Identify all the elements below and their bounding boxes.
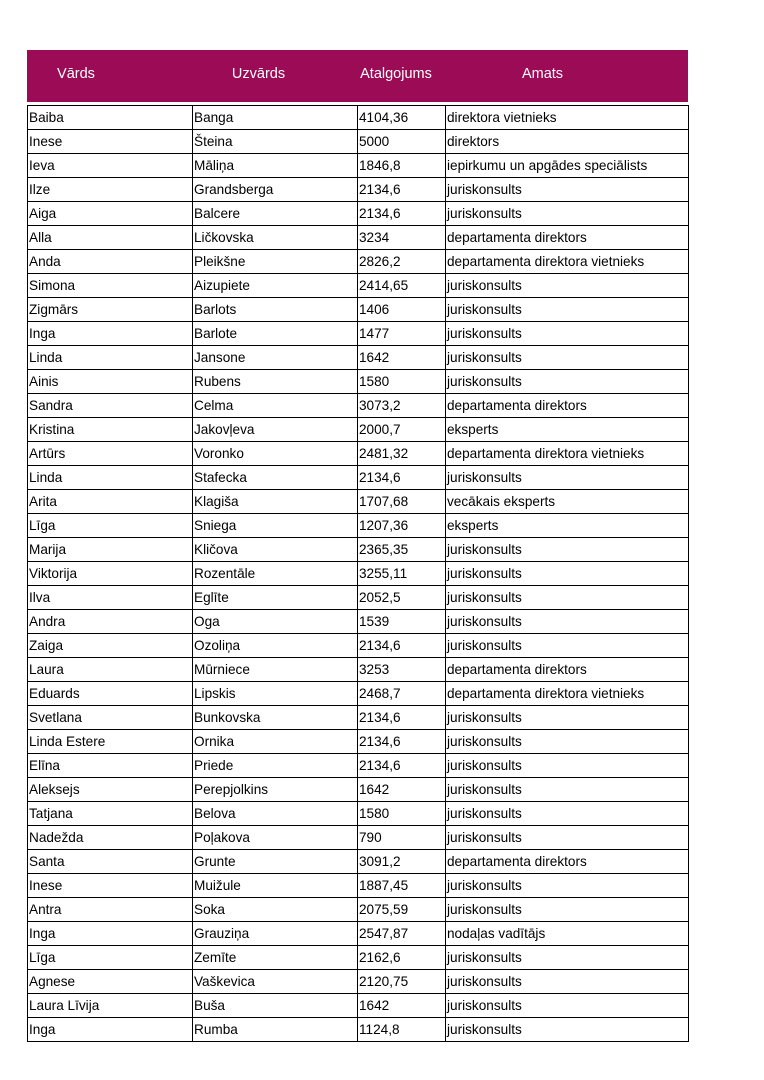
cell-position: juriskonsults bbox=[446, 730, 689, 754]
cell-first-name: Ilva bbox=[28, 586, 193, 610]
table-row bbox=[28, 682, 689, 706]
cell-salary: 3073,2 bbox=[358, 394, 446, 418]
cell-last-name: Jansone bbox=[193, 346, 358, 370]
table-row bbox=[28, 586, 689, 610]
column-header-position: Amats bbox=[521, 66, 564, 82]
cell-last-name: Perepjolkins bbox=[193, 778, 358, 802]
column-header-salary: Atalgojums bbox=[360, 66, 432, 82]
cell-position: departamenta direktors bbox=[446, 394, 689, 418]
table-row bbox=[28, 850, 689, 874]
cell-last-name: Belova bbox=[193, 802, 358, 826]
cell-salary: 2075,59 bbox=[358, 898, 446, 922]
cell-salary: 2134,6 bbox=[358, 202, 446, 226]
cell-last-name: Šteina bbox=[193, 130, 358, 154]
cell-position: juriskonsults bbox=[446, 874, 689, 898]
cell-first-name: Svetlana bbox=[28, 706, 193, 730]
table-row bbox=[28, 490, 689, 514]
cell-first-name: Nadežda bbox=[28, 826, 193, 850]
table-row bbox=[28, 754, 689, 778]
cell-last-name: Grauziņa bbox=[193, 922, 358, 946]
cell-position: juriskonsults bbox=[446, 754, 689, 778]
cell-position: juriskonsults bbox=[446, 178, 689, 202]
cell-first-name: Santa bbox=[28, 850, 193, 874]
table-row bbox=[28, 562, 689, 586]
cell-position: juriskonsults bbox=[446, 346, 689, 370]
cell-salary: 2120,75 bbox=[358, 970, 446, 994]
cell-first-name: Artūrs bbox=[28, 442, 193, 466]
cell-first-name: Sandra bbox=[28, 394, 193, 418]
cell-first-name: Inese bbox=[28, 130, 193, 154]
cell-last-name: Barlots bbox=[193, 298, 358, 322]
cell-first-name: Laura bbox=[28, 658, 193, 682]
table-row bbox=[28, 634, 689, 658]
cell-last-name: Lipskis bbox=[193, 682, 358, 706]
cell-first-name: Aleksejs bbox=[28, 778, 193, 802]
cell-salary: 2162,6 bbox=[358, 946, 446, 970]
cell-salary: 1642 bbox=[358, 994, 446, 1018]
cell-position: juriskonsults bbox=[446, 994, 689, 1018]
table-row bbox=[28, 706, 689, 730]
table-header bbox=[27, 50, 688, 102]
cell-first-name: Inga bbox=[28, 322, 193, 346]
cell-first-name: Zigmārs bbox=[28, 298, 193, 322]
cell-position: juriskonsults bbox=[446, 202, 689, 226]
cell-salary: 1406 bbox=[358, 298, 446, 322]
cell-position: juriskonsults bbox=[446, 826, 689, 850]
cell-position: juriskonsults bbox=[446, 370, 689, 394]
cell-position: departamenta direktors bbox=[446, 850, 689, 874]
cell-salary: 1642 bbox=[358, 778, 446, 802]
cell-last-name: Stafecka bbox=[193, 466, 358, 490]
cell-first-name: Inga bbox=[28, 1018, 193, 1042]
cell-last-name: Mūrniece bbox=[193, 658, 358, 682]
cell-last-name: Pleikšne bbox=[193, 250, 358, 274]
cell-position: departamenta direktora vietnieks bbox=[446, 442, 689, 466]
cell-first-name: Tatjana bbox=[28, 802, 193, 826]
cell-position: juriskonsults bbox=[446, 586, 689, 610]
cell-last-name: Celma bbox=[193, 394, 358, 418]
table-row bbox=[28, 154, 689, 178]
cell-position: juriskonsults bbox=[446, 466, 689, 490]
cell-first-name: Zaiga bbox=[28, 634, 193, 658]
cell-salary: 2547,87 bbox=[358, 922, 446, 946]
cell-salary: 2134,6 bbox=[358, 730, 446, 754]
cell-salary: 1124,8 bbox=[358, 1018, 446, 1042]
cell-salary: 2134,6 bbox=[358, 706, 446, 730]
cell-salary: 2468,7 bbox=[358, 682, 446, 706]
table-row bbox=[28, 946, 689, 970]
cell-first-name: Elīna bbox=[28, 754, 193, 778]
cell-first-name: Agnese bbox=[28, 970, 193, 994]
cell-position: juriskonsults bbox=[446, 562, 689, 586]
cell-last-name: Ličkovska bbox=[193, 226, 358, 250]
cell-position: iepirkumu un apgādes speciālists bbox=[446, 154, 689, 178]
table-row bbox=[28, 298, 689, 322]
table-row bbox=[28, 418, 689, 442]
cell-last-name: Barlote bbox=[193, 322, 358, 346]
table-row bbox=[28, 346, 689, 370]
table-row bbox=[28, 658, 689, 682]
cell-salary: 1207,36 bbox=[358, 514, 446, 538]
cell-salary: 790 bbox=[358, 826, 446, 850]
table-row bbox=[28, 994, 689, 1018]
table-row bbox=[28, 250, 689, 274]
table-row bbox=[28, 922, 689, 946]
salary-table bbox=[27, 105, 689, 1042]
cell-salary: 2052,5 bbox=[358, 586, 446, 610]
cell-last-name: Eglīte bbox=[193, 586, 358, 610]
cell-position: juriskonsults bbox=[446, 778, 689, 802]
cell-first-name: Linda bbox=[28, 346, 193, 370]
cell-last-name: Banga bbox=[193, 106, 358, 130]
table-row bbox=[28, 826, 689, 850]
table-body bbox=[28, 106, 689, 1042]
cell-salary: 3234 bbox=[358, 226, 446, 250]
cell-last-name: Aizupiete bbox=[193, 274, 358, 298]
cell-last-name: Bunkovska bbox=[193, 706, 358, 730]
cell-first-name: Anda bbox=[28, 250, 193, 274]
cell-salary: 2414,65 bbox=[358, 274, 446, 298]
table-row bbox=[28, 370, 689, 394]
cell-salary: 1580 bbox=[358, 370, 446, 394]
table-row bbox=[28, 514, 689, 538]
cell-salary: 1477 bbox=[358, 322, 446, 346]
cell-position: nodaļas vadītājs bbox=[446, 922, 689, 946]
cell-last-name: Grandsberga bbox=[193, 178, 358, 202]
cell-last-name: Grunte bbox=[193, 850, 358, 874]
cell-salary: 1580 bbox=[358, 802, 446, 826]
cell-last-name: Soka bbox=[193, 898, 358, 922]
cell-position: juriskonsults bbox=[446, 538, 689, 562]
cell-salary: 2481,32 bbox=[358, 442, 446, 466]
table-row bbox=[28, 226, 689, 250]
cell-salary: 1642 bbox=[358, 346, 446, 370]
table-row bbox=[28, 202, 689, 226]
cell-salary: 1539 bbox=[358, 610, 446, 634]
cell-salary: 2826,2 bbox=[358, 250, 446, 274]
cell-first-name: Alla bbox=[28, 226, 193, 250]
cell-salary: 2000,7 bbox=[358, 418, 446, 442]
cell-first-name: Viktorija bbox=[28, 562, 193, 586]
cell-first-name: Līga bbox=[28, 514, 193, 538]
cell-first-name: Kristina bbox=[28, 418, 193, 442]
table-row bbox=[28, 874, 689, 898]
cell-salary: 3091,2 bbox=[358, 850, 446, 874]
cell-last-name: Klagiša bbox=[193, 490, 358, 514]
cell-first-name: Simona bbox=[28, 274, 193, 298]
column-header-first-name: Vārds bbox=[57, 66, 95, 82]
cell-first-name: Ilze bbox=[28, 178, 193, 202]
cell-position: departamenta direktors bbox=[446, 658, 689, 682]
table-row bbox=[28, 898, 689, 922]
cell-salary: 2134,6 bbox=[358, 634, 446, 658]
cell-position: juriskonsults bbox=[446, 898, 689, 922]
cell-position: vecākais eksperts bbox=[446, 490, 689, 514]
cell-position: juriskonsults bbox=[446, 1018, 689, 1042]
cell-position: juriskonsults bbox=[446, 802, 689, 826]
cell-last-name: Zemīte bbox=[193, 946, 358, 970]
cell-position: departamenta direktora vietnieks bbox=[446, 682, 689, 706]
cell-last-name: Rozentāle bbox=[193, 562, 358, 586]
column-header-last-name: Uzvārds bbox=[231, 66, 286, 82]
cell-salary: 2134,6 bbox=[358, 466, 446, 490]
cell-salary: 2365,35 bbox=[358, 538, 446, 562]
cell-first-name: Baiba bbox=[28, 106, 193, 130]
table-row bbox=[28, 1018, 689, 1042]
cell-first-name: Inga bbox=[28, 922, 193, 946]
cell-salary: 3253 bbox=[358, 658, 446, 682]
cell-position: eksperts bbox=[446, 514, 689, 538]
cell-last-name: Buša bbox=[193, 994, 358, 1018]
table-row bbox=[28, 466, 689, 490]
cell-last-name: Balcere bbox=[193, 202, 358, 226]
cell-salary: 3255,11 bbox=[358, 562, 446, 586]
cell-last-name: Voronko bbox=[193, 442, 358, 466]
table-row bbox=[28, 322, 689, 346]
cell-first-name: Aiga bbox=[28, 202, 193, 226]
cell-position: direktors bbox=[446, 130, 689, 154]
cell-salary: 2134,6 bbox=[358, 754, 446, 778]
cell-salary: 1707,68 bbox=[358, 490, 446, 514]
cell-last-name: Māliņa bbox=[193, 154, 358, 178]
cell-last-name: Vaškevica bbox=[193, 970, 358, 994]
cell-first-name: Andra bbox=[28, 610, 193, 634]
table-row bbox=[28, 442, 689, 466]
table-row bbox=[28, 730, 689, 754]
cell-first-name: Ieva bbox=[28, 154, 193, 178]
cell-first-name: Arita bbox=[28, 490, 193, 514]
table-row bbox=[28, 538, 689, 562]
table-row bbox=[28, 802, 689, 826]
cell-salary: 4104,36 bbox=[358, 106, 446, 130]
cell-first-name: Ainis bbox=[28, 370, 193, 394]
cell-first-name: Marija bbox=[28, 538, 193, 562]
cell-last-name: Muižule bbox=[193, 874, 358, 898]
cell-first-name: Linda bbox=[28, 466, 193, 490]
cell-first-name: Antra bbox=[28, 898, 193, 922]
table-row bbox=[28, 394, 689, 418]
cell-last-name: Ornika bbox=[193, 730, 358, 754]
cell-position: juriskonsults bbox=[446, 322, 689, 346]
cell-first-name: Inese bbox=[28, 874, 193, 898]
cell-position: juriskonsults bbox=[446, 634, 689, 658]
cell-position: direktora vietnieks bbox=[446, 106, 689, 130]
cell-position: juriskonsults bbox=[446, 946, 689, 970]
cell-salary: 1846,8 bbox=[358, 154, 446, 178]
table-row bbox=[28, 130, 689, 154]
cell-last-name: Rumba bbox=[193, 1018, 358, 1042]
table-row bbox=[28, 106, 689, 130]
cell-last-name: Poļakova bbox=[193, 826, 358, 850]
cell-salary: 2134,6 bbox=[358, 178, 446, 202]
cell-position: juriskonsults bbox=[446, 610, 689, 634]
cell-position: juriskonsults bbox=[446, 706, 689, 730]
table-row bbox=[28, 178, 689, 202]
cell-position: juriskonsults bbox=[446, 970, 689, 994]
table-row bbox=[28, 970, 689, 994]
cell-position: departamenta direktora vietnieks bbox=[446, 250, 689, 274]
cell-last-name: Jakovļeva bbox=[193, 418, 358, 442]
cell-first-name: Eduards bbox=[28, 682, 193, 706]
cell-salary: 5000 bbox=[358, 130, 446, 154]
cell-first-name: Linda Estere bbox=[28, 730, 193, 754]
cell-position: eksperts bbox=[446, 418, 689, 442]
cell-last-name: Ozoliņa bbox=[193, 634, 358, 658]
cell-last-name: Priede bbox=[193, 754, 358, 778]
cell-position: juriskonsults bbox=[446, 274, 689, 298]
table-row bbox=[28, 610, 689, 634]
cell-last-name: Sniega bbox=[193, 514, 358, 538]
table-row bbox=[28, 274, 689, 298]
cell-last-name: Rubens bbox=[193, 370, 358, 394]
cell-position: juriskonsults bbox=[446, 298, 689, 322]
cell-last-name: Kličova bbox=[193, 538, 358, 562]
table-row bbox=[28, 778, 689, 802]
cell-first-name: Līga bbox=[28, 946, 193, 970]
cell-first-name: Laura Līvija bbox=[28, 994, 193, 1018]
cell-last-name: Oga bbox=[193, 610, 358, 634]
cell-position: departamenta direktors bbox=[446, 226, 689, 250]
cell-salary: 1887,45 bbox=[358, 874, 446, 898]
